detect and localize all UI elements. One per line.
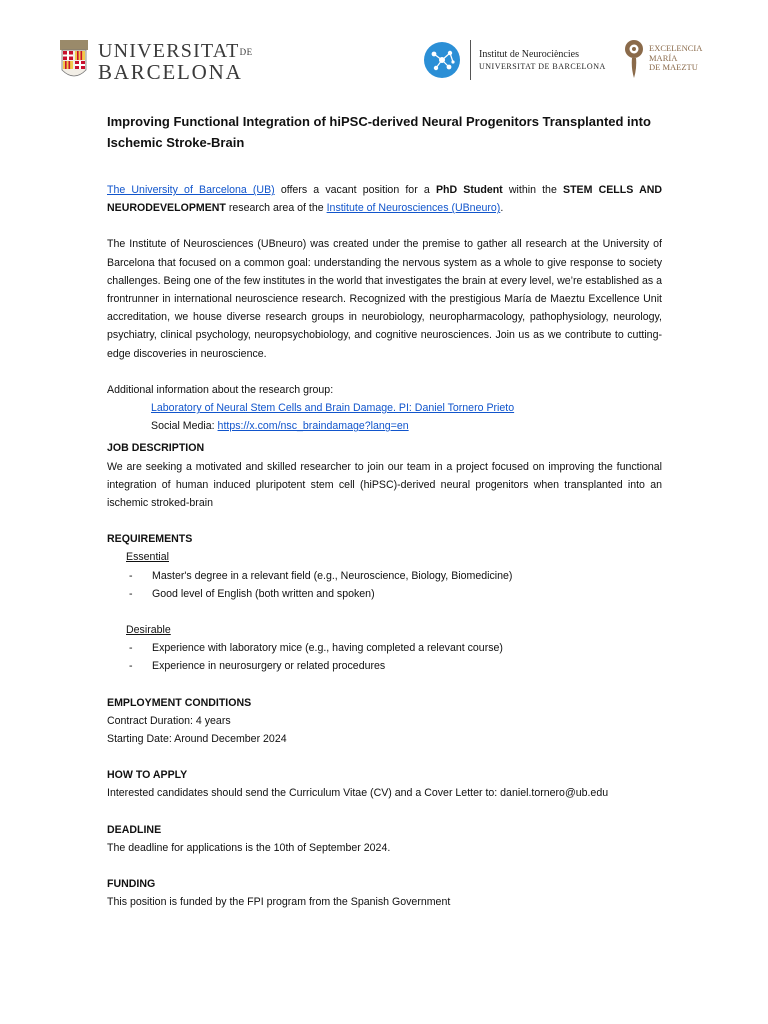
document-body	[107, 111, 662, 912]
dash-marker: -	[129, 660, 133, 673]
intro-position: PhD Student	[435, 184, 503, 196]
list-item-text: Experience in neurosurgery or related procedures	[152, 660, 386, 673]
list-item	[107, 657, 662, 675]
employment-heading: EMPLOYMENT CONDITIONS	[107, 696, 252, 709]
lab-link-row	[107, 399, 662, 417]
dash-marker: -	[129, 642, 133, 655]
dash-marker: -	[129, 587, 133, 600]
job-description-heading: JOB DESCRIPTION	[107, 442, 205, 455]
ub-link[interactable]: The University of Barcelona (UB)	[107, 184, 275, 196]
ubneuro-wordmark-line2: UNIVERSITAT DE BARCELONA	[479, 62, 606, 71]
ub-shield-icon	[60, 40, 88, 82]
intro-paragraph	[107, 181, 662, 217]
about-paragraph: The Institute of Neurosciences (UBneuro) was created under the premise to gather all research at the University of Barcelona that focused on a common goal: understanding the nervous system as a whole to give response to society challenges. Being one of the few institutes in the world that investigates the brain at every level, we’re established as a frontrunner in international neuroscience research. Recognized with the prestigious María de Maeztu Excellence Unit accreditation, we house diverse research groups in neurobiology, neuropharmacology, pathophysiology, neurology, psychiatry, clinical psychology, neuropsychobiology, and cognitive neurosciences. Join us as we contribute to cutting-edge discoveries in neuroscience.	[107, 238, 662, 360]
ubneuro-wordmark-line1: Institut de Neurociències	[479, 49, 579, 60]
ubneuro-wordmark	[479, 49, 606, 71]
ub-wordmark-de: DE	[239, 47, 253, 57]
intro-text-2: within the	[502, 184, 563, 196]
social-media-label: Social Media:	[151, 420, 218, 433]
funding-heading: FUNDING	[107, 878, 156, 891]
how-to-apply-text: Interested candidates should send the Curriculum Vitae (CV) and a Cover Letter to: daniel.tornero@ub.edu	[107, 787, 609, 800]
essential-label: Essential	[126, 551, 169, 564]
ub-wordmark-line2: BARCELONA	[98, 60, 243, 84]
maeztu-logo	[623, 38, 702, 80]
ub-logo	[60, 40, 253, 83]
deadline-text: The deadline for applications is the 10th of September 2024.	[107, 841, 391, 854]
starting-date: Starting Date: Around December 2024	[107, 733, 287, 746]
maeztu-line3: DE MAEZTU	[649, 62, 698, 72]
ubneuro-divider	[470, 40, 471, 80]
list-item-text: Good level of English (both written and spoken)	[152, 587, 375, 600]
how-to-apply-heading: HOW TO APPLY	[107, 769, 188, 782]
maeztu-line1: EXCELENCIA	[649, 43, 703, 53]
contract-duration: Contract Duration: 4 years	[107, 714, 231, 727]
ub-wordmark	[98, 40, 253, 83]
maeztu-line2: MARÍA	[649, 52, 678, 63]
page-title: Improving Functional Integration of hiPSC-derived Neural Progenitors Transplanted into Ischemic Stroke-Brain	[107, 114, 651, 150]
social-media-row	[107, 417, 662, 435]
ubneuro-brain-icon	[422, 40, 462, 80]
deadline-heading: DEADLINE	[107, 823, 162, 836]
group-info-label: Additional information about the research group:	[107, 383, 334, 396]
job-description-text: We are seeking a motivated and skilled researcher to join our team in a project focused on improving the functional integration of human induced pluripotent stem cell (hiPSC)-derived neural progenitors when transplanted into an ischemic stroked-brain	[107, 460, 662, 510]
list-item	[107, 567, 662, 585]
intro-research-area: STEM CELLS AND NEURODEVELOPMENT	[107, 184, 663, 215]
ubneuro-link[interactable]: Institute of Neurosciences (UBneuro)	[326, 202, 501, 215]
desirable-label: Desirable	[126, 624, 171, 637]
maeztu-wordmark	[649, 44, 702, 73]
intro-text-3: research area of the	[225, 202, 327, 215]
social-media-link[interactable]: https://x.com/nsc_braindamage?lang=en	[217, 420, 409, 433]
list-item-text: Master's degree in a relevant field (e.g., Neuroscience, Biology, Biomedicine)	[152, 569, 513, 582]
page-header	[0, 0, 768, 100]
list-item	[107, 639, 662, 657]
maeztu-seal-icon	[623, 38, 645, 80]
lab-link[interactable]: Laboratory of Neural Stem Cells and Brain Damage. PI: Daniel Tornero Prieto	[151, 402, 515, 415]
dash-marker: -	[129, 569, 133, 582]
funding-text: This position is funded by the FPI program from the Spanish Government	[107, 896, 451, 909]
list-item	[107, 585, 662, 603]
intro-text-4: .	[500, 202, 504, 215]
list-item-text: Experience with laboratory mice (e.g., having completed a relevant course)	[152, 642, 503, 655]
requirements-heading: REQUIREMENTS	[107, 533, 193, 546]
ub-wordmark-line1: UNIVERSITAT	[98, 40, 240, 62]
essential-list	[107, 567, 662, 603]
desirable-list	[107, 639, 662, 675]
ubneuro-logo	[422, 40, 606, 80]
intro-text-1: offers a vacant position for a	[274, 184, 436, 196]
